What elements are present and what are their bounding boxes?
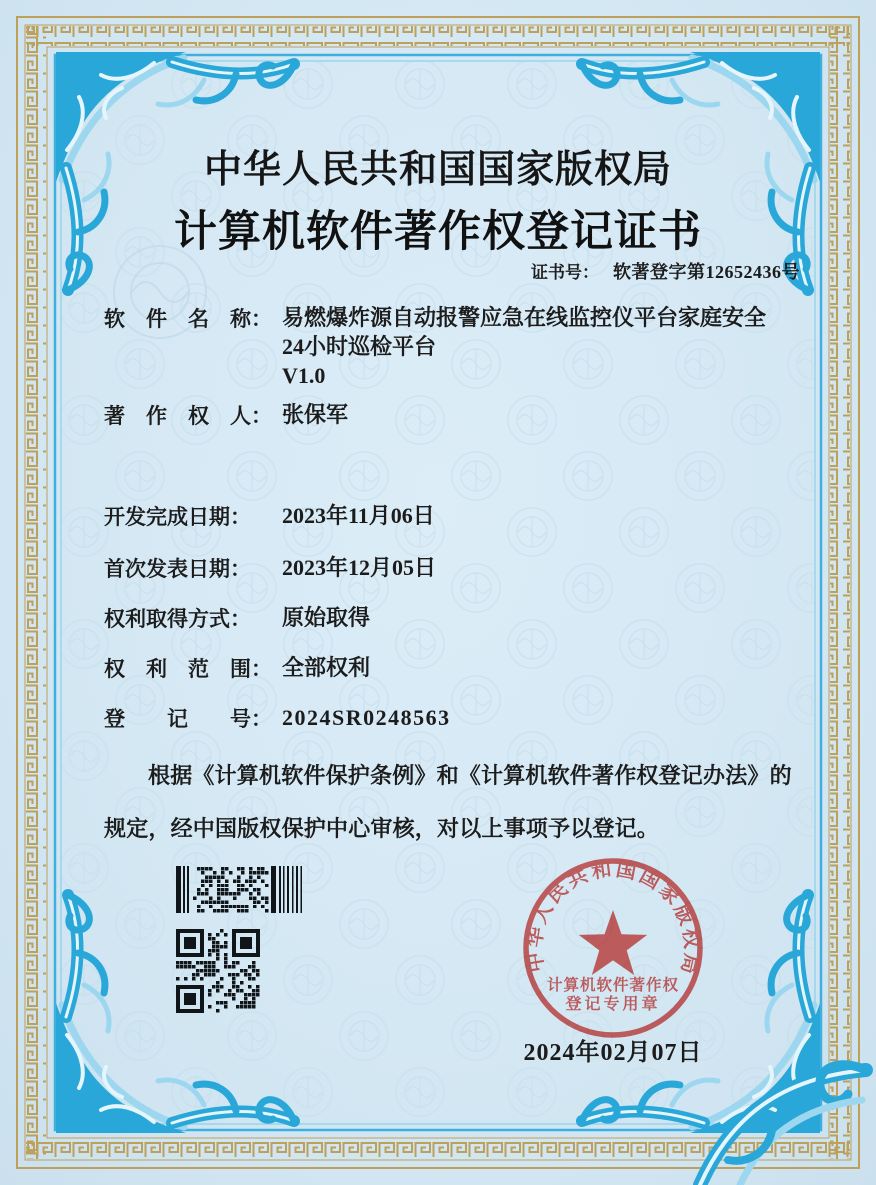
field-label: 首次发表日期： — [104, 557, 251, 581]
field-dev-complete-date — [104, 501, 435, 531]
field-first-publish-date — [104, 553, 436, 583]
field-label: 登 记 号： — [104, 707, 272, 731]
software-name-version: V1.0 — [282, 363, 326, 388]
certificate-number-value: 软著登字第12652436号 — [613, 262, 800, 282]
field-label: 权 利 范 围： — [104, 657, 272, 681]
software-name-line2: 24小时巡检平台 — [282, 334, 437, 359]
field-value: 2024SR0248563 — [282, 705, 451, 730]
field-right-acquisition — [104, 603, 370, 633]
software-name-line1: 易燃爆炸源自动报警应急在线监控仪平台家庭安全 — [282, 305, 767, 330]
statement-paragraph: 根据《计算机软件保护条例》和《计算机软件著作权登记办法》的规定，经中国版权保护中心审核，对以上事项予以登记。 — [104, 763, 792, 841]
certificate-number-label: 证书号： — [531, 263, 599, 282]
seal-inner-line2: 登记专用章 — [565, 996, 661, 1013]
field-value: 原始取得 — [282, 605, 371, 630]
field-label: 著 作 权 人： — [104, 404, 272, 428]
field-right-scope — [104, 653, 370, 683]
field-value: 2023年11月06日 — [282, 503, 435, 528]
field-value — [282, 303, 766, 390]
field-value: 张保军 — [282, 402, 349, 427]
field-label: 开发完成日期： — [104, 505, 251, 529]
certificate-title: 计算机软件著作权登记证书 — [174, 209, 702, 256]
certificate-number — [531, 258, 800, 284]
barcode — [176, 866, 304, 913]
field-label: 权利取得方式： — [104, 607, 251, 631]
authority-title: 中华人民共和国国家版权局 — [203, 149, 672, 191]
field-software-name — [104, 303, 766, 390]
field-copyright-owner — [104, 400, 348, 430]
field-value: 2023年12月05日 — [282, 555, 437, 580]
seal-inner-line1: 计算机软件著作权 — [546, 977, 680, 994]
seal-ring-text: 中华人民共和国国家版权局 — [523, 858, 703, 979]
field-value: 全部权利 — [282, 655, 371, 680]
official-seal — [513, 848, 713, 1048]
field-registration-number — [104, 703, 451, 733]
star-icon — [579, 910, 647, 975]
issue-date: 2024年02月07日 — [523, 1040, 703, 1066]
qr-code — [176, 929, 260, 1013]
field-label: 软 件 名 称： — [104, 307, 272, 331]
